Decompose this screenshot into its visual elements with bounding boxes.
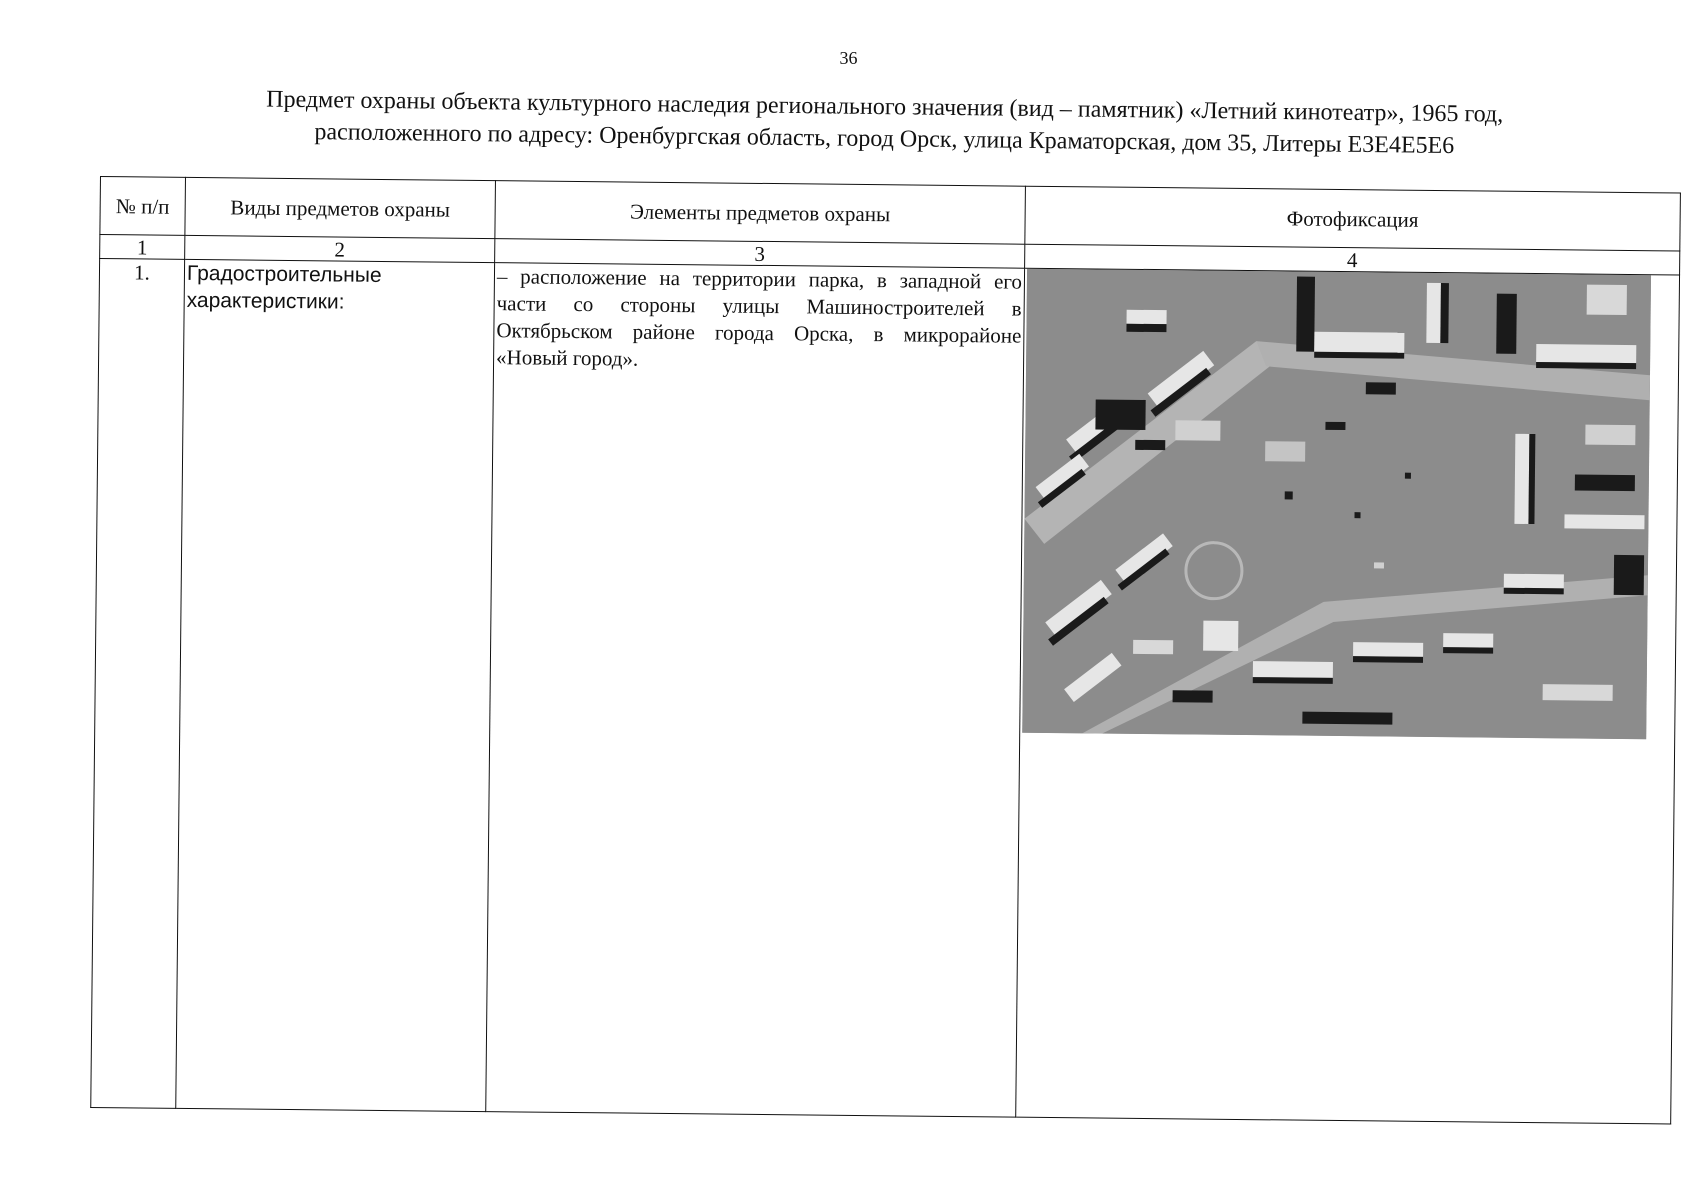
table-row [91, 259, 1680, 1124]
protection-elements: – расположение на территории парка, в западной его части со стороны улицы Машиностроителей в Октябрьском районе города Орска, в микрорайоне «Новый город». [486, 263, 1025, 1118]
title-line-2: расположенного по адресу: Оренбургская область, город Орск, улица Краматорская, дом 35, Литеры Е3Е4Е5Е6 [314, 119, 1455, 160]
column-number: 3 [495, 239, 1025, 269]
protection-table [90, 176, 1681, 1125]
page-title [139, 82, 1630, 164]
protection-type: Градостроительные характеристики: [176, 259, 495, 1111]
row-number: 1. [91, 259, 185, 1109]
header-num: № п/п [100, 177, 186, 236]
page-number: 36 [839, 48, 858, 68]
column-number: 1 [100, 235, 185, 260]
photo-cell [1016, 268, 1680, 1124]
header-elements: Элементы предметов охраны [495, 181, 1026, 245]
aerial-photo [1022, 269, 1651, 740]
title-line-1: Предмет охраны объекта культурного наследия регионального значения (вид – памятник) «Летний кинотеатр», 1965 год, [266, 86, 1504, 128]
protection-table-wrapper [90, 176, 1680, 1124]
column-number: 2 [185, 235, 495, 262]
header-types: Виды предметов охраны [185, 177, 496, 238]
column-number: 4 [1025, 244, 1680, 275]
header-photo: Фотофиксация [1025, 186, 1681, 251]
